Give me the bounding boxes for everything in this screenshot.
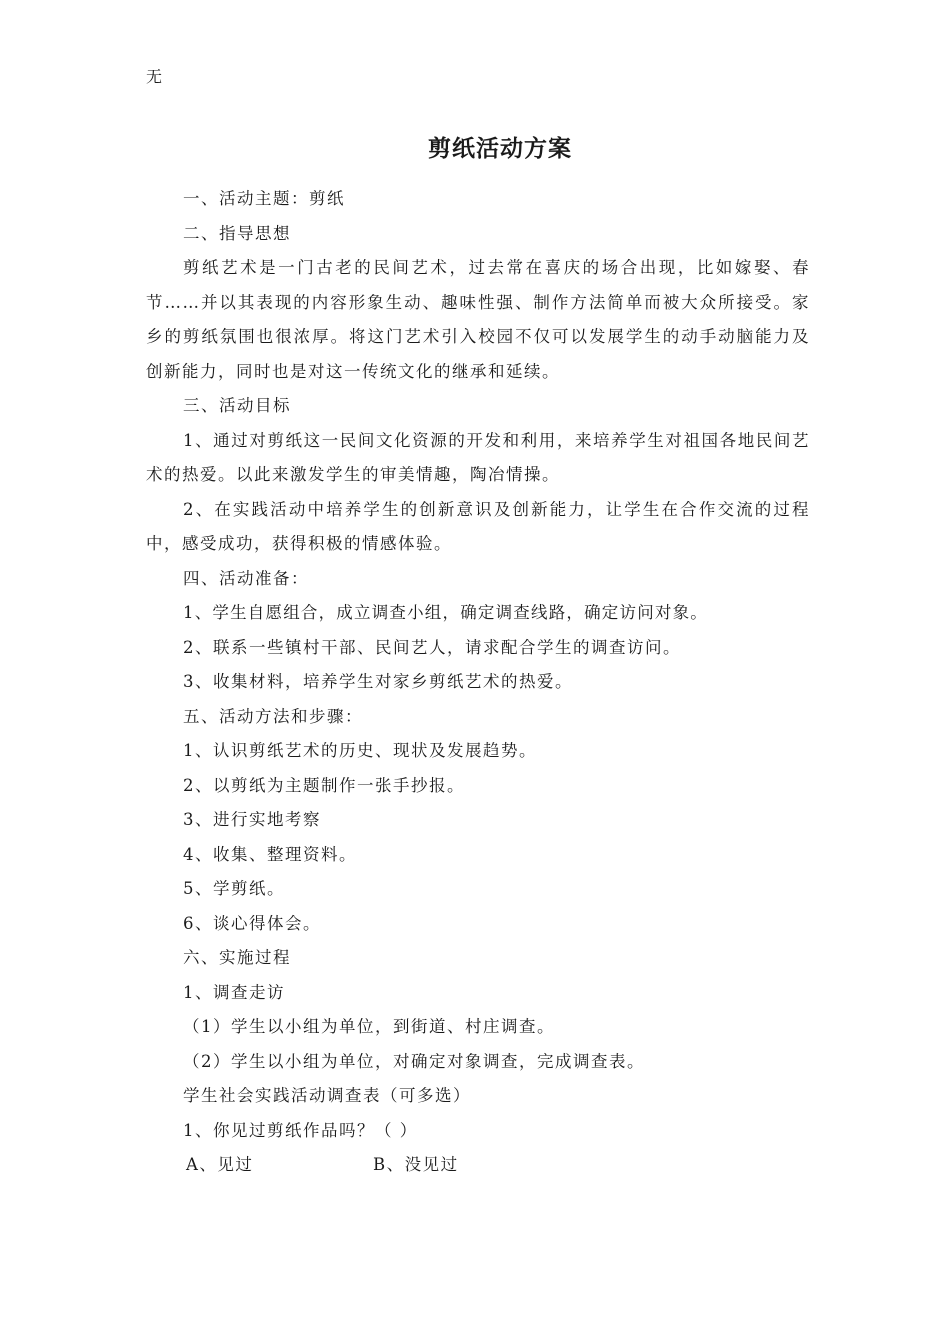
section-heading-goals: 三、活动目标 [183,396,291,415]
section-heading-implementation: 六、实施过程 [183,948,291,967]
implementation-sub-item-1: （1）学生以小组为单位，到街道、村庄调查。 [183,1017,555,1036]
method-step-4: 4、收集、整理资料。 [183,844,357,864]
survey-option-b: B、没见过 [373,1155,459,1174]
implementation-sub-item-2: （2）学生以小组为单位，对确定对象调查，完成调查表。 [183,1051,645,1071]
section-heading-methods: 五、活动方法和步骤： [183,706,363,726]
survey-option-a: A、见过 [186,1155,254,1174]
guiding-idea-paragraph: 剪纸艺术是一门古老的民间艺术，过去常在喜庆的场合出现，比如嫁娶、春节……并以其表现的内容形象生动、趣味性强、制作方法简单而被大众所接受。家乡的剪纸氛围也很浓厚。将这门艺术引入校园不仅可以发展学生的动手动脑能力及创新能力，同时也是对这一传统文化的继承和延续。 [146,258,810,381]
document-body [146,182,810,1183]
method-step-5: 5、学剪纸。 [183,879,285,898]
preparation-item-2: 2、联系一些镇村干部、民间艺人，请求配合学生的调查访问。 [183,637,681,657]
header-mark: 无 [146,67,163,86]
survey-title: 学生社会实践活动调查表（可多选） [183,1086,471,1105]
method-step-2: 2、以剪纸为主题制作一张手抄报。 [183,775,465,795]
section-heading-preparation: 四、活动准备： [183,568,309,588]
method-step-1: 1、认识剪纸艺术的历史、现状及发展趋势。 [183,741,537,760]
section-heading-theme: 一、活动主题：剪纸 [183,189,345,208]
goal-item-2: 2、在实践活动中培养学生的创新意识及创新能力，让学生在合作交流的过程中，感受成功，获得积极的情感体验。 [146,499,810,553]
document-title: 剪纸活动方案 [428,135,572,162]
method-step-3: 3、进行实地考察 [183,810,321,829]
survey-question-1: 1、你见过剪纸作品吗？（ ） [183,1120,418,1140]
method-step-6: 6、谈心得体会。 [183,913,321,933]
preparation-item-3: 3、收集材料，培养学生对家乡剪纸艺术的热爱。 [183,672,573,691]
goal-item-1: 1、通过对剪纸这一民间文化资源的开发和利用，来培养学生对祖国各地民间艺术的热爱。以此来激发学生的审美情趣，陶冶情操。 [146,430,810,484]
section-heading-guiding-idea: 二、指导思想 [183,223,291,243]
implementation-item-1: 1、调查走访 [183,982,285,1002]
survey-options [146,1148,810,1183]
preparation-item-1: 1、学生自愿组合，成立调查小组，确定调查线路，确定访问对象。 [183,603,708,622]
